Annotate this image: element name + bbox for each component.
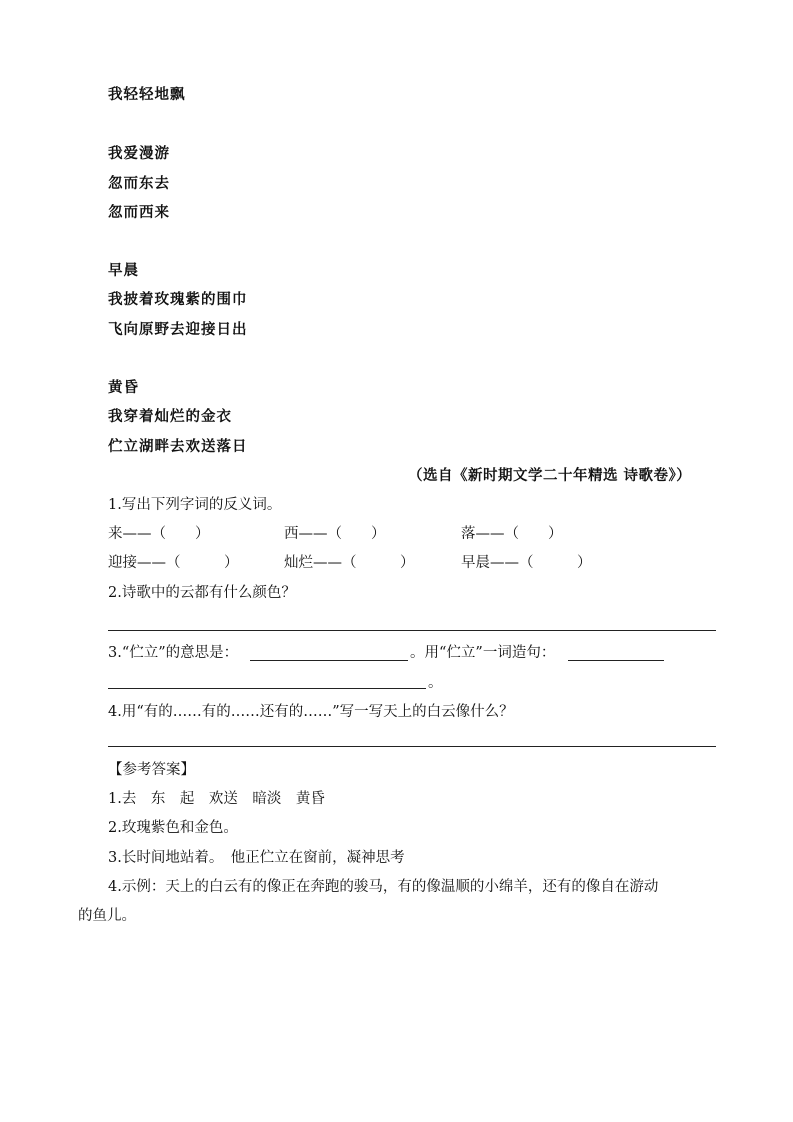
- answer-4: 4.示例：天上的白云有的像正在奔跑的骏马，有的像温顺的小绵羊，还有的像自在游动: [108, 879, 659, 895]
- answer-1: 1.去 东 起 欢送 暗淡 黄昏: [108, 791, 325, 807]
- antonym-item: 灿烂——（ ）: [284, 555, 415, 571]
- antonym-item: 早晨——（ ）: [461, 555, 592, 571]
- antonym-item: 西——（ ）: [284, 526, 386, 542]
- poem-line: 飞向原野去迎接日出: [108, 321, 248, 338]
- poem-line: 我穿着灿烂的金衣: [108, 408, 232, 425]
- antonym-item: 落——（ ）: [461, 526, 563, 542]
- poem-line: 黄昏: [108, 379, 139, 396]
- poem-line: 早晨: [108, 262, 139, 279]
- answer-3: 3.长时间地站着。 他正伫立在窗前，凝神思考: [108, 850, 405, 866]
- answer-4-continued: 的鱼儿。: [78, 908, 136, 924]
- poem-line: 忽而东去: [108, 175, 170, 192]
- answer-blank: [568, 660, 664, 661]
- answers-heading: 【参考答案】: [108, 762, 195, 778]
- question-2: 2.诗歌中的云都有什么颜色？: [108, 585, 296, 601]
- antonym-item: 来——（ ）: [108, 526, 210, 542]
- poem-line: 伫立湖畔去欢送落日: [108, 438, 248, 455]
- poem-line: 我披着玫瑰紫的围巾: [108, 291, 248, 308]
- question-4: 4.用“有的……有的……还有的……”写一写天上的白云像什么？: [108, 704, 514, 720]
- question-3-end: 。: [428, 675, 443, 691]
- answer-blank: [250, 660, 408, 661]
- answer-2: 2.玫瑰紫色和金色。: [108, 820, 238, 836]
- question-3-part1: 3.“伫立”的意思是：: [108, 645, 239, 661]
- answer-line: [108, 746, 716, 747]
- poem-line: 忽而西来: [108, 204, 170, 221]
- antonym-item: 迎接——（ ）: [108, 555, 239, 571]
- question-1: 1.写出下列字词的反义词。: [108, 497, 282, 513]
- poem-line: 我爱漫游: [108, 145, 170, 162]
- poem-line: 我轻轻地飘: [108, 86, 186, 103]
- question-3-part2: 。用“伫立”一词造句：: [410, 645, 556, 661]
- answer-line: [108, 630, 716, 631]
- poem-source: （选自《新时期文学二十年精选 诗歌卷》）: [408, 467, 692, 484]
- answer-blank: [108, 688, 426, 689]
